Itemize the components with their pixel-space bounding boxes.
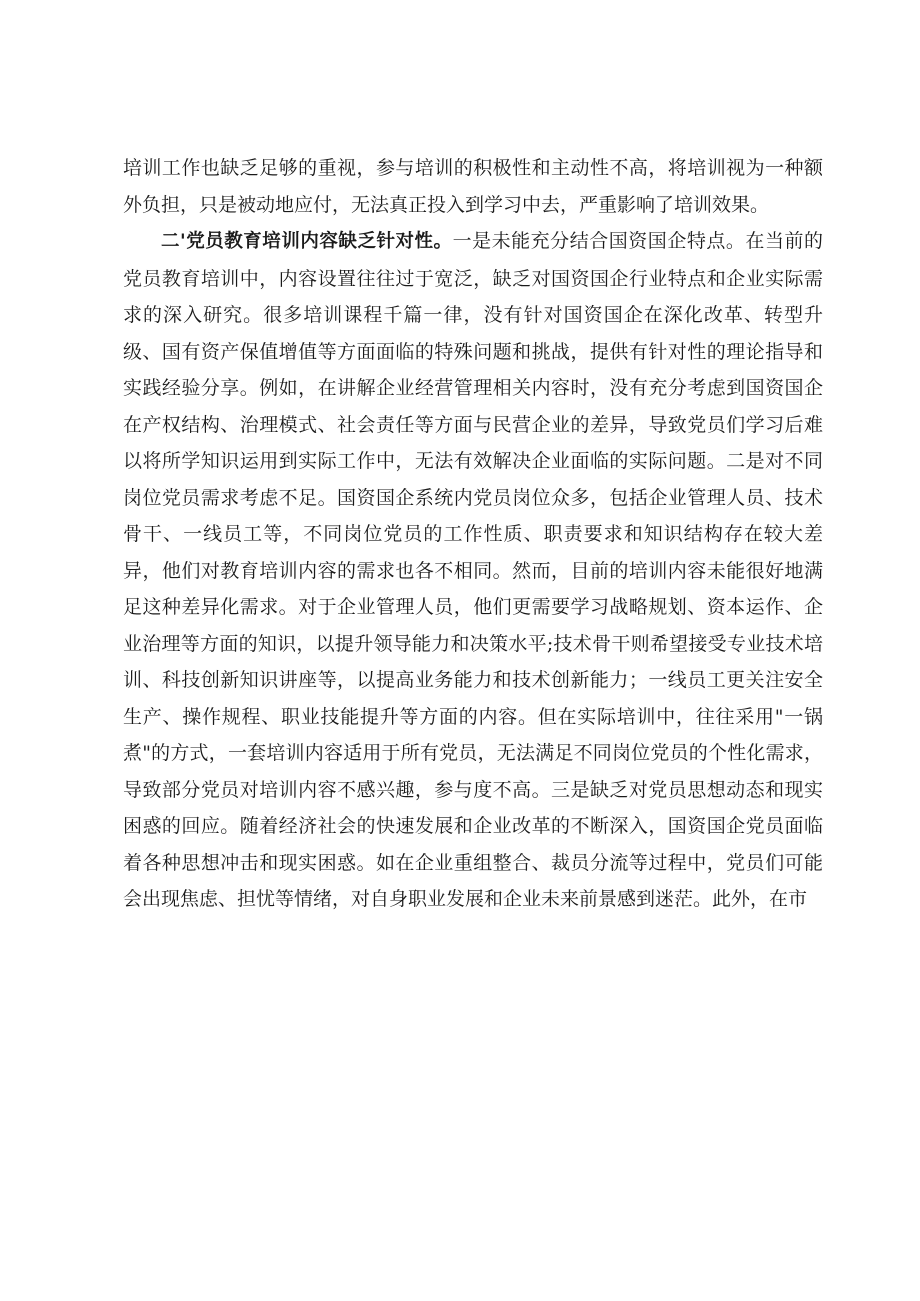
section-heading: 二'党员教育培训内容缺乏针对性。	[161, 231, 453, 252]
section-body-text: 一是未能充分结合国资国企特点。在当前的党员教育培训中，内容设置往往过于宽泛，缺乏对国资国企行业特点和企业实际需求的深入研究。很多培训课程千篇一律，没有针对国资国企在深化改革、转型升级、国有资产保值增值等方面面临的特殊问题和挑战，提供有针对性的理论指导和实践经验分享。例如，在讲解企业经营管理相关内容时，没有充分考虑到国资国企在产权结构、治理模式、社会责任等方面与民营企业的差异，导致党员们学习后难以将所学知识运用到实际工作中，无法有效解决企业面临的实际问题。二是对不同岗位党员需求考虑不足。国资国企系统内党员岗位众多，包括企业管理人员、技术骨干、一线员工等，不同岗位党员的工作性质、职责要求和知识结构存在较大差异，他们对教育培训内容的需求也各不相同。然而，目前的培训内容未能很好地满足这种差异化需求。对于企业管理人员，他们更需要学习战略规划、资本运作、企业治理等方面的知识，以提升领导能力和决策水平;技术骨干则希望接受专业技术培训、科技创新知识讲座等，以提高业务能力和技术创新能力；一线员工更关注安全生产、操作规程、职业技能提升等方面的内容。但在实际培训中，往往采用"一锅煮"的方式，一套培训内容适用于所有党员，无法满足不同岗位党员的个性化需求，导致部分党员对培训内容不感兴趣，参与度不高。三是缺乏对党员思想动态和现实困惑的回应。随着经济社会的快速发展和企业改革的不断深入，国资国企党员面临着各种思想冲击和现实困惑。如在企业重组整合、裁员分流等过程中，党员们可能会出现焦虑、担忧等情绪，对自身职业发展和企业未来前景感到迷茫。此外，在市	[123, 230, 823, 910]
document-body	[123, 150, 823, 918]
paragraph-section-two	[123, 223, 823, 918]
paragraph-continuation: 培训工作也缺乏足够的重视，参与培训的积极性和主动性不高，将培训视为一种额外负担，只是被动地应付，无法真正投入到学习中去，严重影响了培训效果。	[123, 157, 823, 216]
